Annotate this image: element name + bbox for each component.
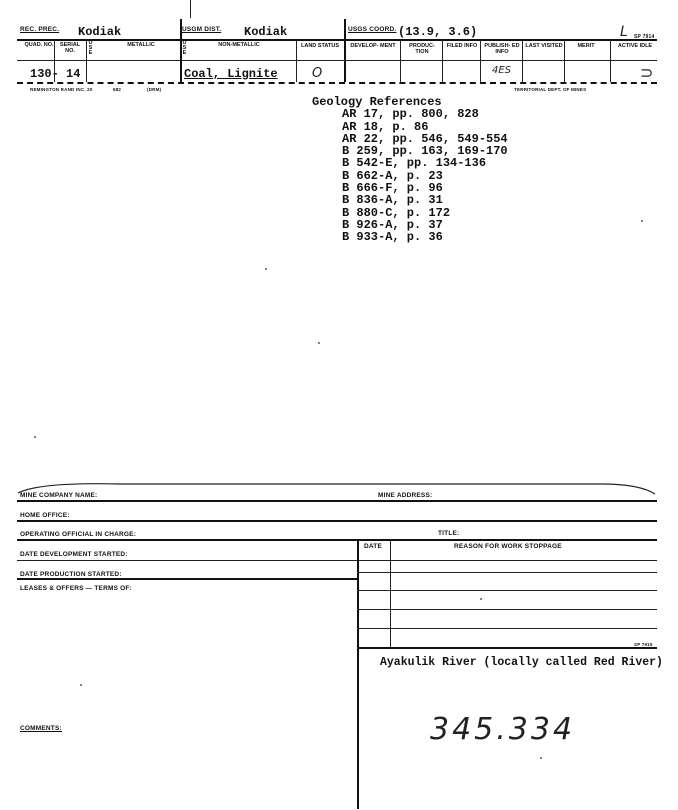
header-rule-2 (17, 60, 657, 61)
form-number-2: SP 7915 (634, 642, 653, 647)
rec-prec-label: REC. PREC. (20, 26, 60, 33)
comments-label: COMMENTS: (20, 725, 62, 732)
usgm-dist-label: USGM DIST. (182, 26, 222, 33)
col-production: PRODUC- TION (409, 43, 435, 55)
table-row-line (357, 647, 657, 649)
reference-item: AR 17, pp. 800, 828 (342, 107, 479, 122)
header-rule-1 (17, 39, 657, 41)
geology-references (312, 96, 508, 244)
reference-item: AR 22, pp. 546, 549-554 (342, 131, 508, 146)
corner-mark: L (620, 24, 628, 40)
col-serial-no: SERIAL NO. (59, 42, 81, 54)
location-note: Ayakulik River (locally called Red River) (380, 656, 663, 669)
lower-rule (17, 560, 657, 561)
reference-item: B 259, pp. 163, 169-170 (342, 144, 508, 159)
table-left-border (357, 539, 359, 809)
date-production-label: DATE PRODUCTION STARTED: (20, 571, 122, 578)
col-last-visited: LAST VISITED (525, 43, 563, 49)
scan-speck (34, 436, 36, 438)
col-use-metallic: U S E (88, 40, 93, 56)
title-label: TITLE: (438, 530, 460, 537)
scan-speck (318, 342, 320, 344)
leases-offers-label: LEASES & OFFERS — TERMS OF: (20, 585, 132, 592)
col-divider (344, 19, 346, 82)
usgm-dist-value: Kodiak (244, 25, 288, 39)
date-development-label: DATE DEVELOPMENT STARTED: (20, 551, 128, 558)
scan-speck (641, 220, 643, 222)
col-use-nonmetallic: U S E (182, 40, 187, 56)
date-column-label: DATE (364, 543, 383, 550)
non-metallic-value: Coal, Lignite (184, 67, 278, 81)
mine-address-label: MINE ADDRESS: (378, 492, 433, 499)
active-idle-mark: ⊃ (640, 63, 654, 82)
rec-prec-value: Kodiak (78, 25, 122, 39)
home-office-label: HOME OFFICE: (20, 512, 70, 519)
reference-item: AR 18, p. 86 (342, 119, 429, 134)
table-row-line (357, 628, 657, 629)
reference-item: B 662-A, p. 23 (342, 168, 443, 183)
operating-official-label: OPERATING OFFICIAL IN CHARGE: (20, 531, 137, 538)
usgs-coord-label: USGS COORD. (348, 26, 397, 33)
table-row-line (357, 572, 657, 573)
scan-speck (480, 598, 482, 600)
land-status-value: O (312, 66, 323, 81)
lower-rule (17, 539, 657, 541)
table-row-line (357, 609, 657, 610)
footer-right: TERRITORIAL DEPT. OF MINES (514, 87, 587, 92)
footer-code-2: (DRM) (147, 87, 162, 92)
form-number: SP 7914 (634, 34, 655, 40)
scan-speck (80, 684, 82, 686)
quad-serial-value: 130- 14 (30, 67, 81, 81)
reference-item: B 836-A, p. 31 (342, 193, 443, 208)
col-non-metallic: NON-METALLIC (218, 42, 260, 48)
footer-code-1: 682 (113, 87, 122, 92)
reference-item: B 880-C, p. 172 (342, 205, 451, 220)
col-metallic: METALLIC (127, 42, 155, 48)
reference-item: B 666-F, p. 96 (342, 181, 443, 196)
usgs-coord-value: (13.9, 3.6) (398, 25, 478, 39)
col-quad-no: QUAD. NO. (24, 42, 54, 48)
scan-speck (540, 757, 542, 759)
col-development: DEVELOP- MENT (350, 43, 396, 49)
card-top-edge (0, 476, 678, 498)
references-title: Geology References (312, 95, 442, 109)
lower-rule (17, 500, 657, 502)
col-active-idle: ACTIVE IDLE (617, 43, 653, 49)
col-divider (180, 19, 182, 82)
published-value: 4ES (492, 65, 512, 76)
col-merit: MERIT (577, 43, 595, 49)
mine-company-name-label: MINE COMPANY NAME: (20, 492, 98, 499)
footer-left: REMINGTON RAND INC. 20 (30, 87, 93, 92)
scan-speck (265, 268, 267, 270)
table-row-line (357, 590, 657, 591)
reference-item: B 933-A, p. 36 (342, 230, 443, 245)
top-tick (190, 0, 191, 18)
reference-item: B 926-A, p. 37 (342, 217, 443, 232)
date-column-divider (390, 539, 391, 647)
col-land-status: LAND STATUS (301, 43, 339, 49)
header-rule-3 (17, 82, 657, 84)
col-published-info: PUBLISH- ED INFO (484, 43, 520, 55)
reference-item: B 542-E, pp. 134-136 (342, 156, 487, 171)
reason-column-label: REASON FOR WORK STOPPAGE (454, 543, 562, 550)
col-filed-info: FILED INFO (446, 43, 478, 49)
lower-rule (17, 520, 657, 522)
handwritten-number: 345.334 (430, 712, 576, 747)
lower-rule (17, 578, 357, 580)
